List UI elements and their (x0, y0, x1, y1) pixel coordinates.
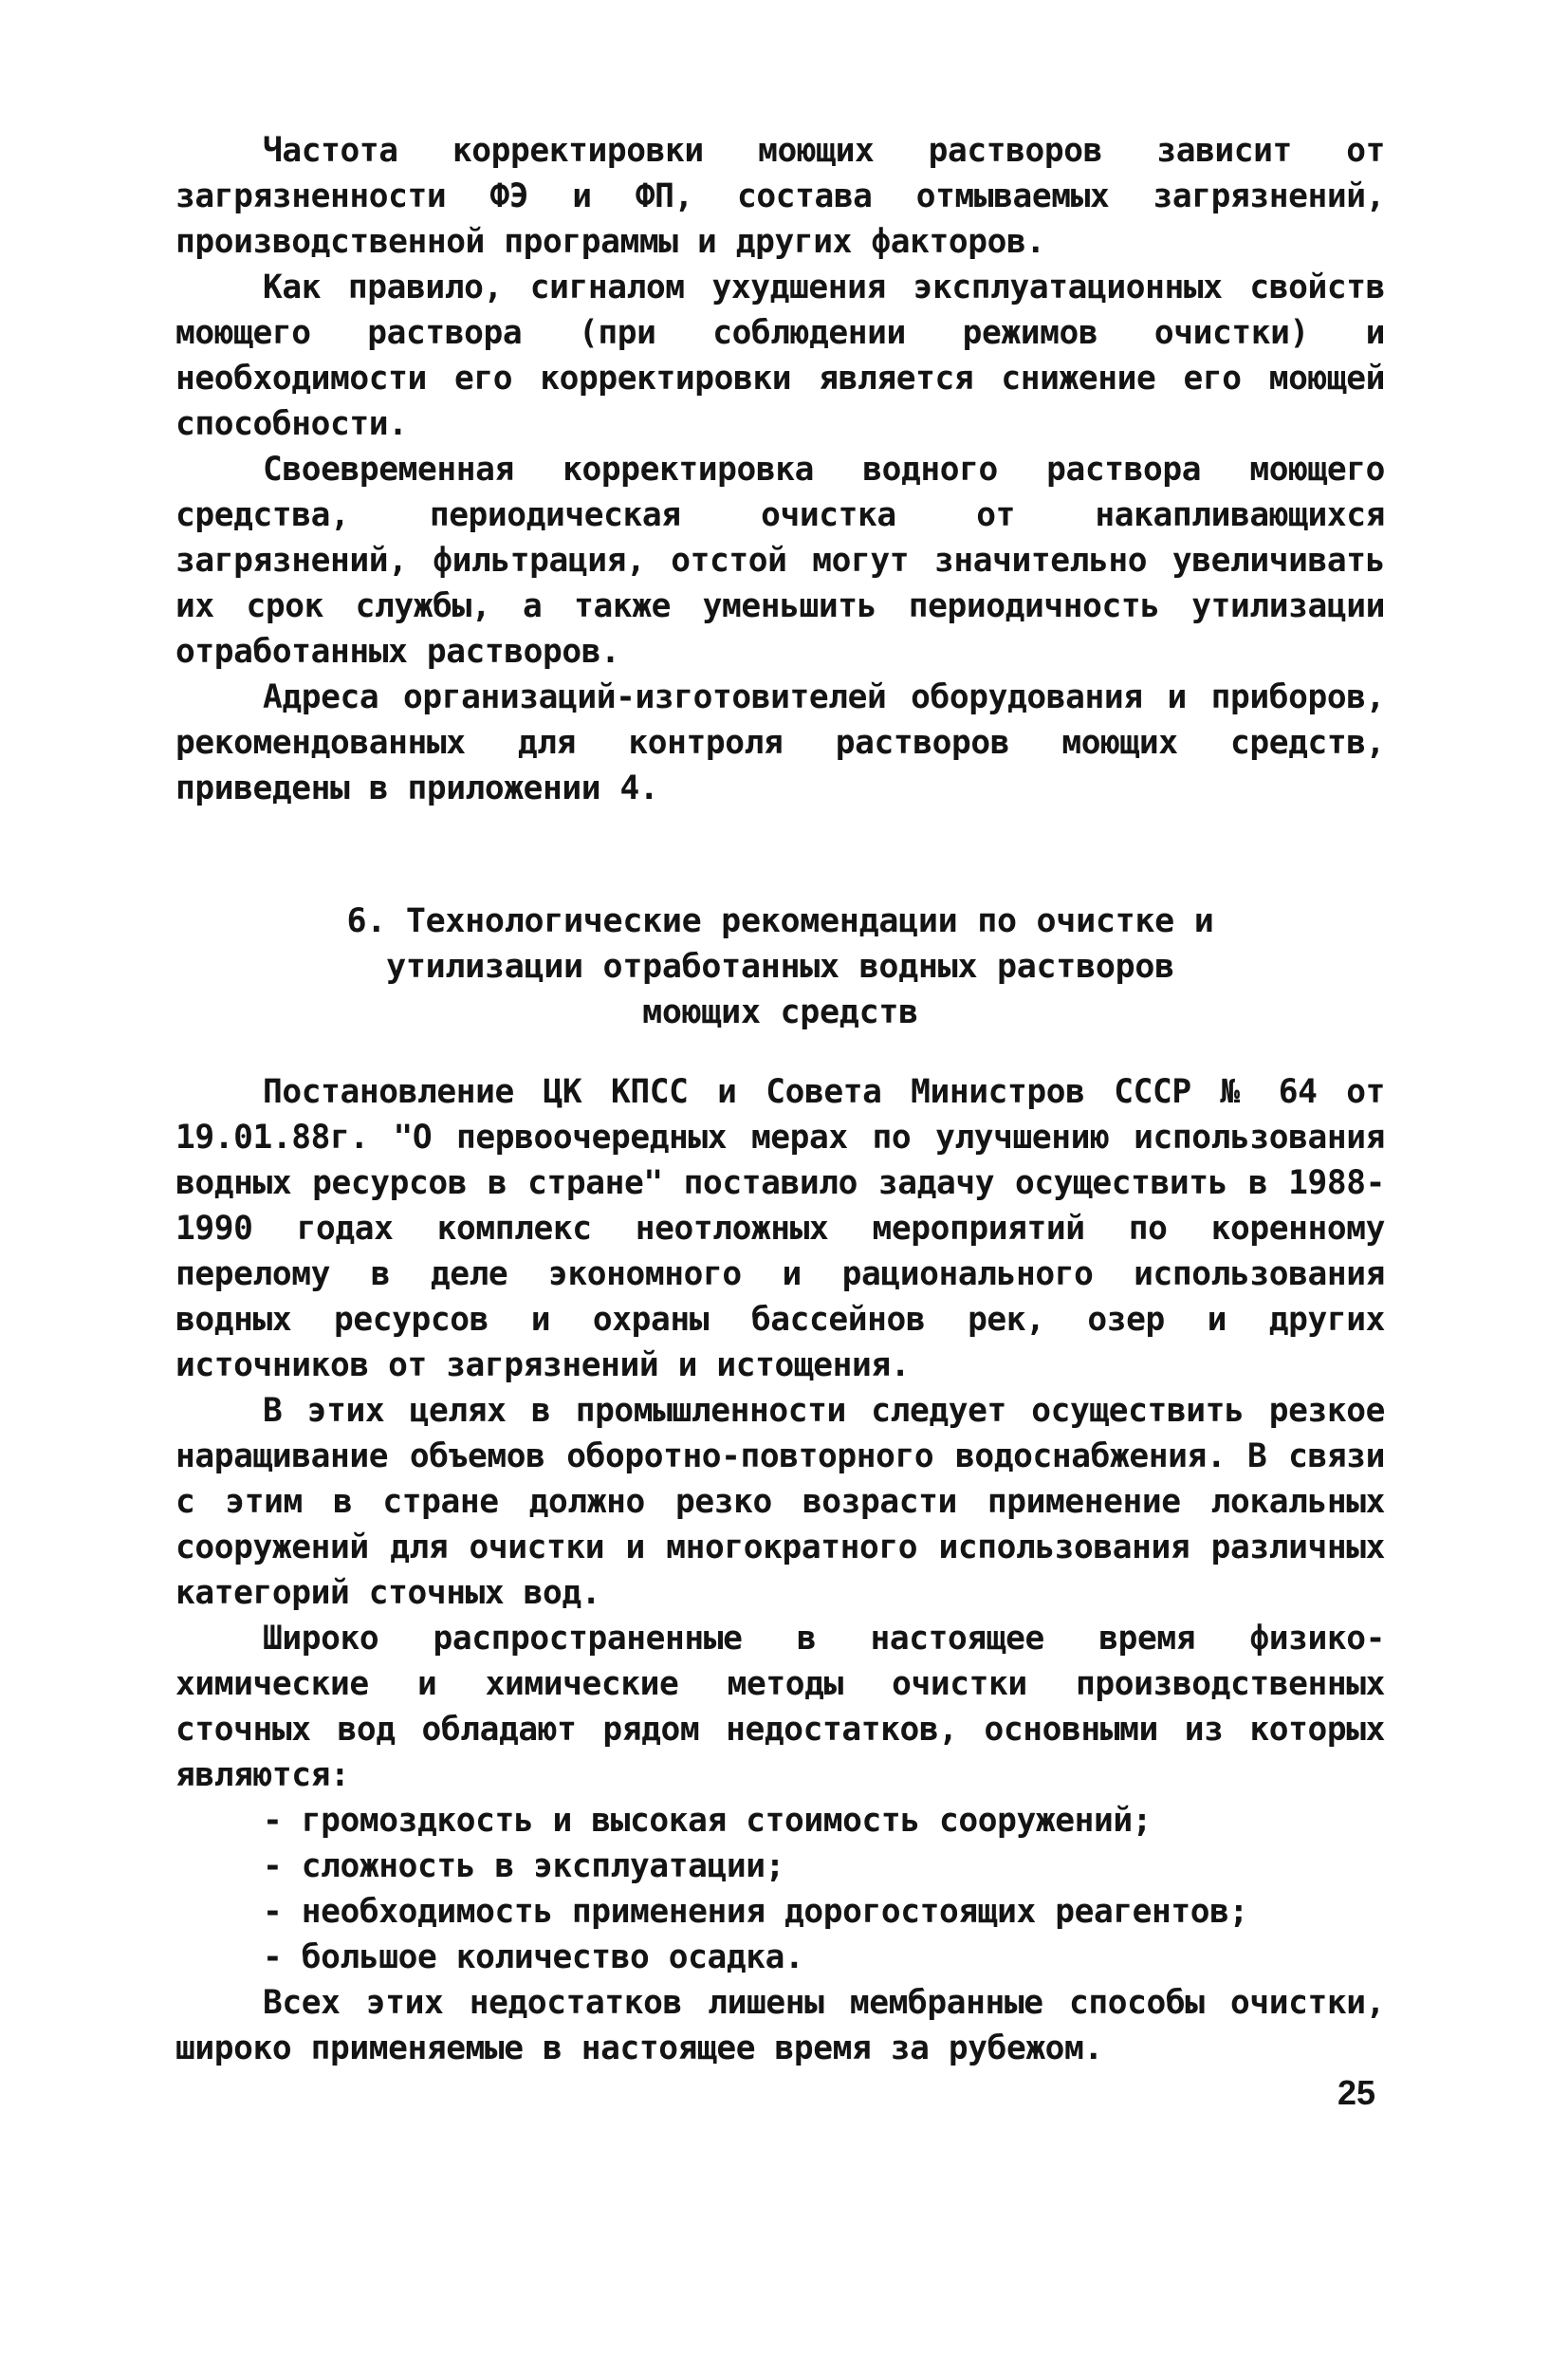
paragraph-water-supply: В этих целях в промышленности следует осуществить резкое наращивание объемов оборотно-повторного водоснабжения. В связи с этим в стране должно резко возрасти применение локальных сооружений для очистки и многократного использования различных категорий сточных вод. (175, 1392, 1385, 1612)
paragraph-membrane-methods: Всех этих недостатков лишены мембранные способы очистки, широко применяемые в настоящее время за рубежом. (175, 1984, 1385, 2067)
paragraph-degradation-signal: Как правило, сигналом ухудшения эксплуатационных свойств моющего раствора (при соблюдении режимов очистки) и необходимости его корректировки является снижение его моющей способности. (175, 269, 1385, 443)
drawbacks-list (175, 1798, 1385, 1980)
paragraph-methods-drawbacks: Широко распространенные в настоящее время физико-химические и химические методы очистки производственных сточных вод обладают рядом недостатков, основными из которых являются: (175, 1620, 1385, 1794)
section-heading-line: моющих средств (642, 993, 918, 1031)
section-heading-line: утилизации отработанных водных растворов (386, 948, 1174, 986)
paragraph-manufacturer-addresses: Адреса организаций-изготовителей оборудования и приборов, рекомендованных для контроля растворов моющих средств, приведены в приложении 4. (175, 678, 1385, 807)
list-item: - большое количество осадка. (263, 1938, 804, 1976)
list-item: - сложность в эксплуатации; (263, 1847, 785, 1885)
paragraph-cleaning-frequency: Частота корректировки моющих растворов зависит от загрязненности ФЭ и ФП, состава отмываемых загрязнений, производственной программы и других факторов. (175, 132, 1385, 261)
page-number: 25 (1337, 2073, 1376, 2112)
list-item: - необходимость применения дорогостоящих реагентов; (263, 1893, 1248, 1931)
document-page (175, 128, 1385, 2071)
section-heading (175, 899, 1385, 1035)
paragraph-resolution: Постановление ЦК КПСС и Совета Министров СССР № 64 от 19.01.88г. "О первоочередных мерах по улучшению использования водных ресурсов в стране" поставило задачу осуществить в 1988-1990 годах комплекс неотложных мероприятий по коренному перелому в деле экономного и рационального использования водных ресурсов и охраны бассейнов рек, озер и других источников от загрязнений и истощения. (175, 1073, 1385, 1384)
section-heading-line: 6. Технологические рекомендации по очистке и (346, 902, 1214, 940)
list-item: - громоздкость и высокая стоимость сооружений; (263, 1802, 1153, 1840)
paragraph-timely-correction: Своевременная корректировка водного раствора моющего средства, периодическая очистка от накапливающихся загрязнений, фильтрация, отстой могут значительно увеличивать их срок службы, а также уменьшить периодичность утилизации отработанных растворов. (175, 451, 1385, 671)
